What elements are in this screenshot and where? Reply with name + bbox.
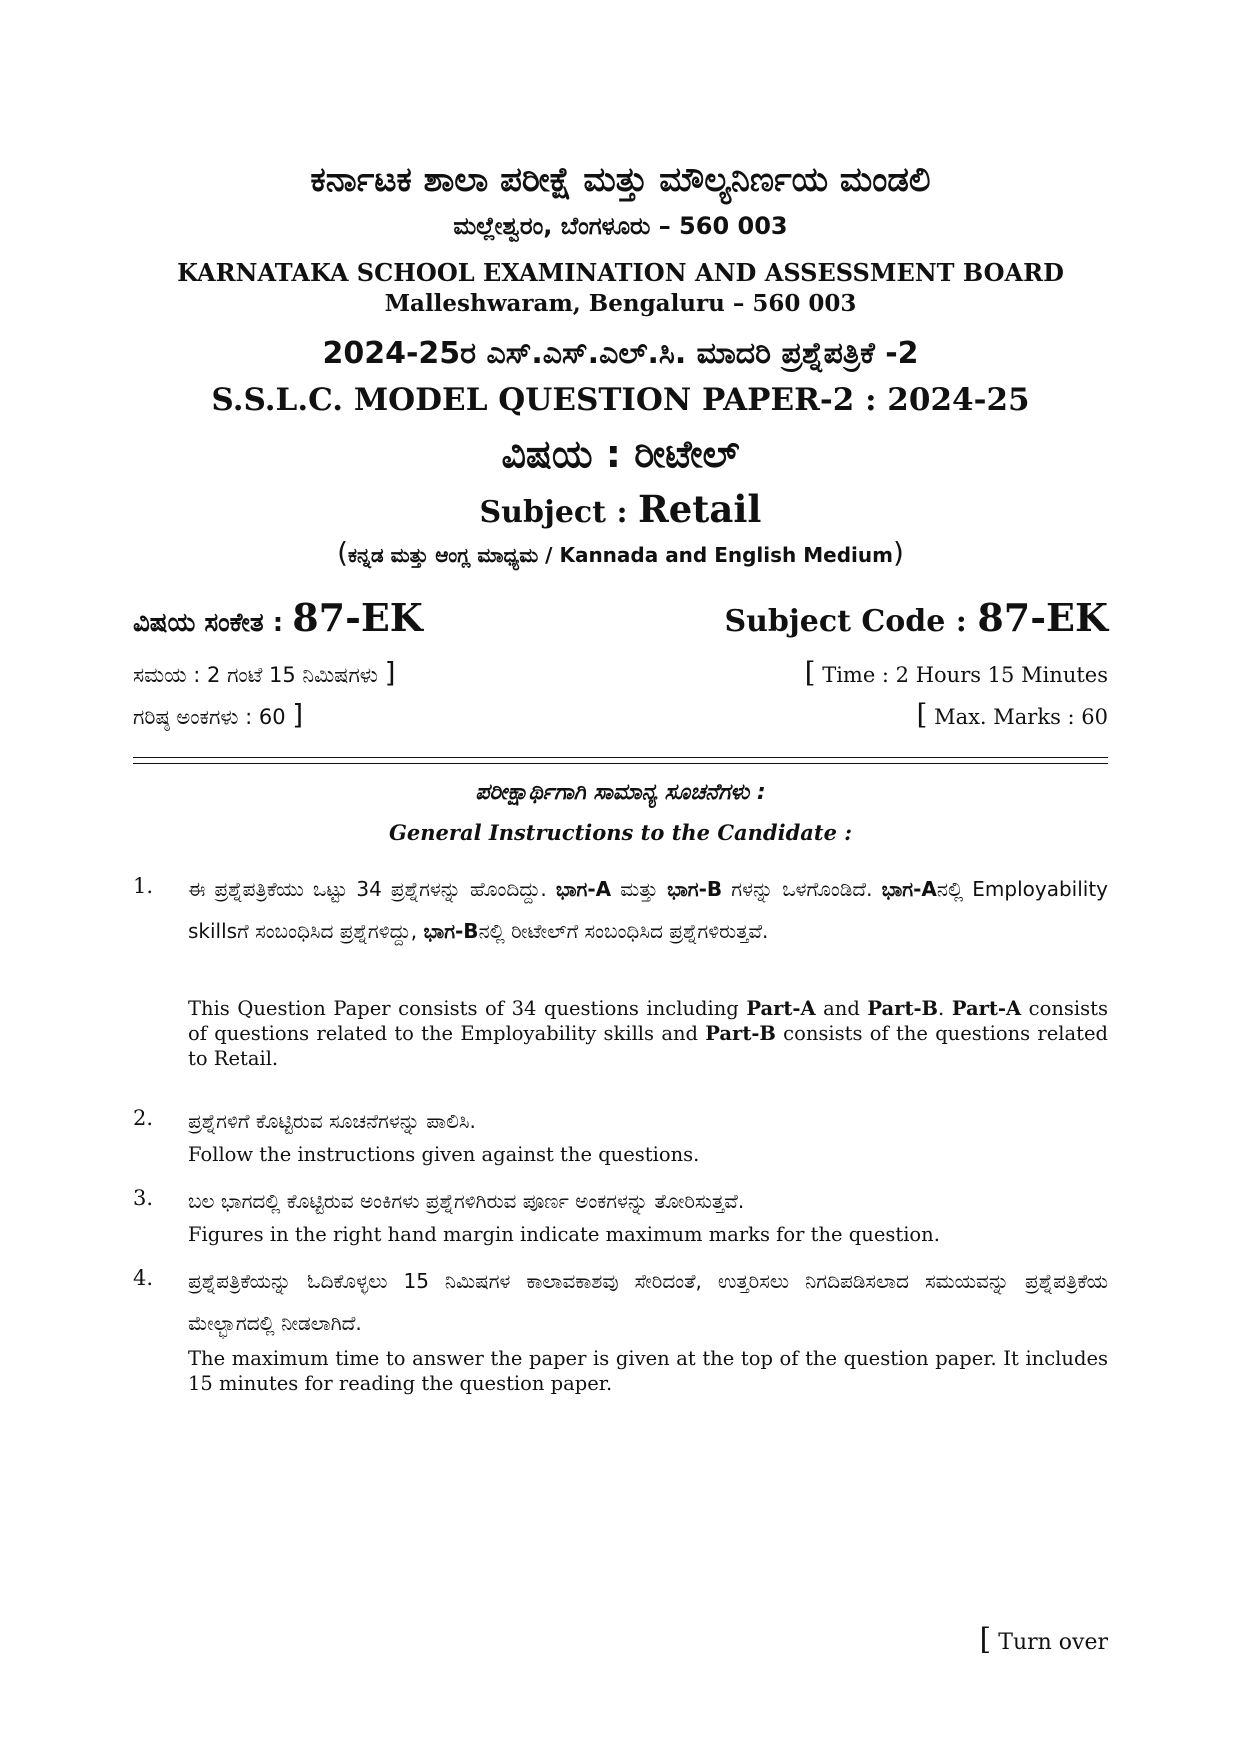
instruction-text-kannada: ಬಲ ಭಾಗದಲ್ಲಿ ಕೊಟ್ಟಿರುವ ಅಂಕಿಗಳು ಪ್ರಶ್ನೆಗಳಿಗಿರುವ ಪೂರ್ಣ ಅಂಕಗಳನ್ನು ತೋರಿಸುತ್ತವೆ.: [188, 1189, 745, 1213]
text-segment: ಗಳನ್ನು ಒಳಗೊಂಡಿದೆ.: [722, 877, 882, 901]
instruction-number: 1.: [133, 874, 154, 898]
instruction-text-kannada: ಪ್ರಶ್ನೆಗಳಿಗೆ ಕೊಟ್ಟಿರುವ ಸೂಚನೆಗಳನ್ನು ಪಾಲಿಸಿ.: [188, 1109, 476, 1133]
subject-code-kannada-value: 87-EK: [292, 595, 423, 640]
text-segment: This Question Paper consists of 34 questions including: [188, 997, 747, 1020]
instruction-text-english: The maximum time to answer the paper is given at the top of the question paper. It includes 15 minutes for reading the question paper.: [188, 1347, 1108, 1395]
text-segment: ಈ ಪ್ರಶ್ನೆಪತ್ರಿಕೆಯು ಒಟ್ಟು 34 ಪ್ರಶ್ನೆಗಳನ್ನು ಹೊಂದಿದ್ದು.: [188, 877, 556, 901]
instructions-heading-english: General Instructions to the Candidate :: [388, 820, 853, 845]
text-segment: ನಲ್ಲಿ Employability skillsಗೆ ಸಂಬಂಧಿಸಿದ ಪ್ರಶ್ನೆಗಳಿದ್ದು,: [188, 877, 1108, 943]
turn-over: [980, 1622, 1108, 1657]
marks-kannada: [133, 698, 303, 731]
instruction-text-english: [188, 996, 1108, 1071]
instruction-number: 3.: [133, 1186, 154, 1210]
marks-english-text: Max. Marks : 60: [934, 705, 1108, 729]
text-segment: .: [938, 997, 952, 1020]
text-bold: ಭಾಗ-A: [555, 877, 612, 901]
subject-code-english-value: 87-EK: [977, 595, 1108, 640]
bracket-right: ]: [384, 656, 396, 689]
board-name-kannada: ಕರ್ನಾಟಕ ಶಾಲಾ ಪರೀಕ್ಷೆ ಮತ್ತು ಮೌಲ್ಯನಿರ್ಣಯ ಮಂಡಲಿ: [310, 160, 931, 200]
instructions-heading-kannada: ಪರೀಕ್ಷಾರ್ಥಿಗಾಗಿ ಸಾಮಾನ್ಯ ಸೂಚನೆಗಳು :: [475, 780, 766, 805]
turn-over-text: Turn over: [998, 1630, 1108, 1655]
open-paren: (: [337, 536, 349, 569]
marks-kannada-text: ಗರಿಷ್ಠ ಅಂಕಗಳು : 60: [133, 705, 286, 729]
text-bold: Part-A: [951, 997, 1022, 1020]
board-address-kannada: ಮಲ್ಲೇಶ್ವರಂ, ಬೆಂಗಳೂರು – 560 003: [453, 212, 788, 240]
divider-bottom: [133, 763, 1108, 764]
time-english: [805, 656, 1108, 689]
subject-english: [0, 487, 1241, 531]
bracket-right: ]: [292, 698, 304, 731]
model-paper-title-english: S.S.L.C. MODEL QUESTION PAPER-2 : 2024-25: [211, 382, 1030, 418]
text-segment: consists of the questions related to Retail.: [188, 1022, 1109, 1070]
text-bold: Part-A: [746, 997, 816, 1020]
subject-code-kannada: [133, 595, 423, 640]
subject-kannada: ವಿಷಯ : ರೀಟೇಲ್: [501, 432, 740, 476]
board-name-english: KARNATAKA SCHOOL EXAMINATION AND ASSESSMENT BOARD: [177, 258, 1064, 287]
subject-code-english: [724, 595, 1108, 640]
instruction-text-english: Follow the instructions given against the questions.: [188, 1143, 700, 1166]
time-english-text: Time : 2 Hours 15 Minutes: [822, 663, 1108, 687]
marks-english: [916, 698, 1108, 731]
text-bold: ಭಾಗ-A: [881, 877, 937, 901]
subject-english-value: Retail: [638, 487, 762, 531]
time-kannada-text: ಸಮಯ : 2 ಗಂಟೆ 15 ನಿಮಿಷಗಳು: [133, 663, 378, 687]
board-address-english: Malleshwaram, Bengaluru – 560 003: [384, 290, 857, 317]
model-paper-title-kannada: 2024-25ರ ಎಸ್.ಎಸ್.ಎಲ್.ಸಿ. ಮಾದರಿ ಪ್ರಶ್ನೆಪತ್ರಿಕೆ -2: [322, 336, 919, 371]
text-bold: ಭಾಗ-B: [423, 919, 479, 943]
instruction-number: 2.: [133, 1106, 154, 1130]
instruction-text-kannada: [188, 868, 1108, 952]
bracket-left: [: [916, 698, 928, 731]
instruction-number: 4.: [133, 1266, 154, 1290]
text-bold: Part-B: [705, 1022, 776, 1045]
text-segment: consists of questions related to the Employability skills and: [188, 997, 1108, 1045]
divider-top: [133, 757, 1108, 758]
bracket-left: [: [804, 656, 816, 689]
text-bold: Part-B: [867, 997, 939, 1020]
time-kannada: [133, 656, 396, 689]
text-segment: ಮತ್ತು: [611, 877, 668, 901]
instruction-text-english: Figures in the right hand margin indicate maximum marks for the question.: [188, 1223, 940, 1246]
text-segment: ನಲ್ಲಿ ರೀಟೇಲ್‌ಗೆ ಸಂಬಂಧಿಸಿದ ಪ್ರಶ್ನೆಗಳಿರುತ್ತವೆ.: [478, 919, 769, 943]
subject-english-label: Subject :: [479, 495, 638, 530]
text-segment: and: [815, 997, 868, 1020]
subject-code-kannada-label: ವಿಷಯ ಸಂಕೇತ :: [133, 608, 293, 638]
medium-text: ಕನ್ನಡ ಮತ್ತು ಆಂಗ್ಲ ಮಾಧ್ಯಮ / Kannada and English Medium: [348, 543, 893, 567]
instruction-text-kannada: ಪ್ರಶ್ನೆಪತ್ರಿಕೆಯನ್ನು ಓದಿಕೊಳ್ಳಲು 15 ನಿಮಿಷಗಳ ಕಾಲಾವಕಾಶವು ಸೇರಿದಂತೆ, ಉತ್ತರಿಸಲು ನಿಗದಿಪಡಿಸಲಾದ ಸಮಯವನ್ನು ಪ್ರಶ್ನೆಪತ್ರಿಕೆಯ ಮೇಲ್ಭಾಗದಲ್ಲಿ ನೀಡಲಾಗಿದೆ.: [188, 1269, 1108, 1335]
medium-line: [0, 536, 1241, 569]
close-paren: ): [892, 536, 904, 569]
bracket-left: [: [979, 1622, 992, 1657]
text-bold: ಭಾಗ-B: [667, 877, 723, 901]
subject-code-english-label: Subject Code :: [724, 604, 978, 639]
